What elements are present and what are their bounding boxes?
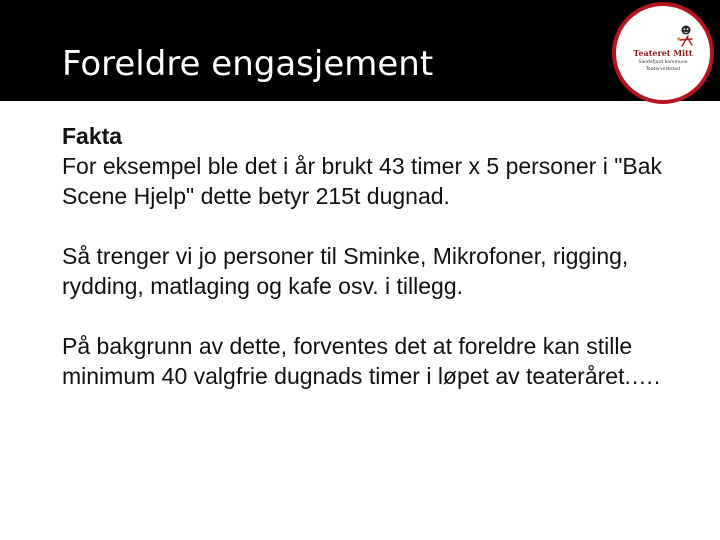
slide-title: Foreldre engasjement [62, 44, 434, 84]
body-paragraph-1: For eksempel ble det i år brukt 43 timer x 5 personer i "Bak Scene Hjelp" dette betyr 215t dugnad. [62, 153, 663, 209]
body-paragraph-3: På bakgrunn av dette, forventes det at foreldre kan stille minimum 40 valgfrie dugnads timer i løpet av teateråret.…. [62, 333, 661, 389]
paragraph-spacer [62, 301, 692, 331]
body-paragraph-2: Så trenger vi jo personer til Sminke, Mikrofoner, rigging, rydding, matlaging og kafe osv. i tillegg. [62, 243, 629, 299]
slide-body [62, 121, 692, 391]
theater-logo [612, 2, 714, 104]
body-heading: Fakta [62, 123, 123, 149]
logo-name: Teateret Mitt [633, 48, 693, 58]
logo-subtitle-line1: Sandefjord kommune [638, 60, 688, 65]
paragraph-spacer [62, 211, 692, 241]
logo-subtitle-line2: Teaterverksted [645, 67, 681, 72]
